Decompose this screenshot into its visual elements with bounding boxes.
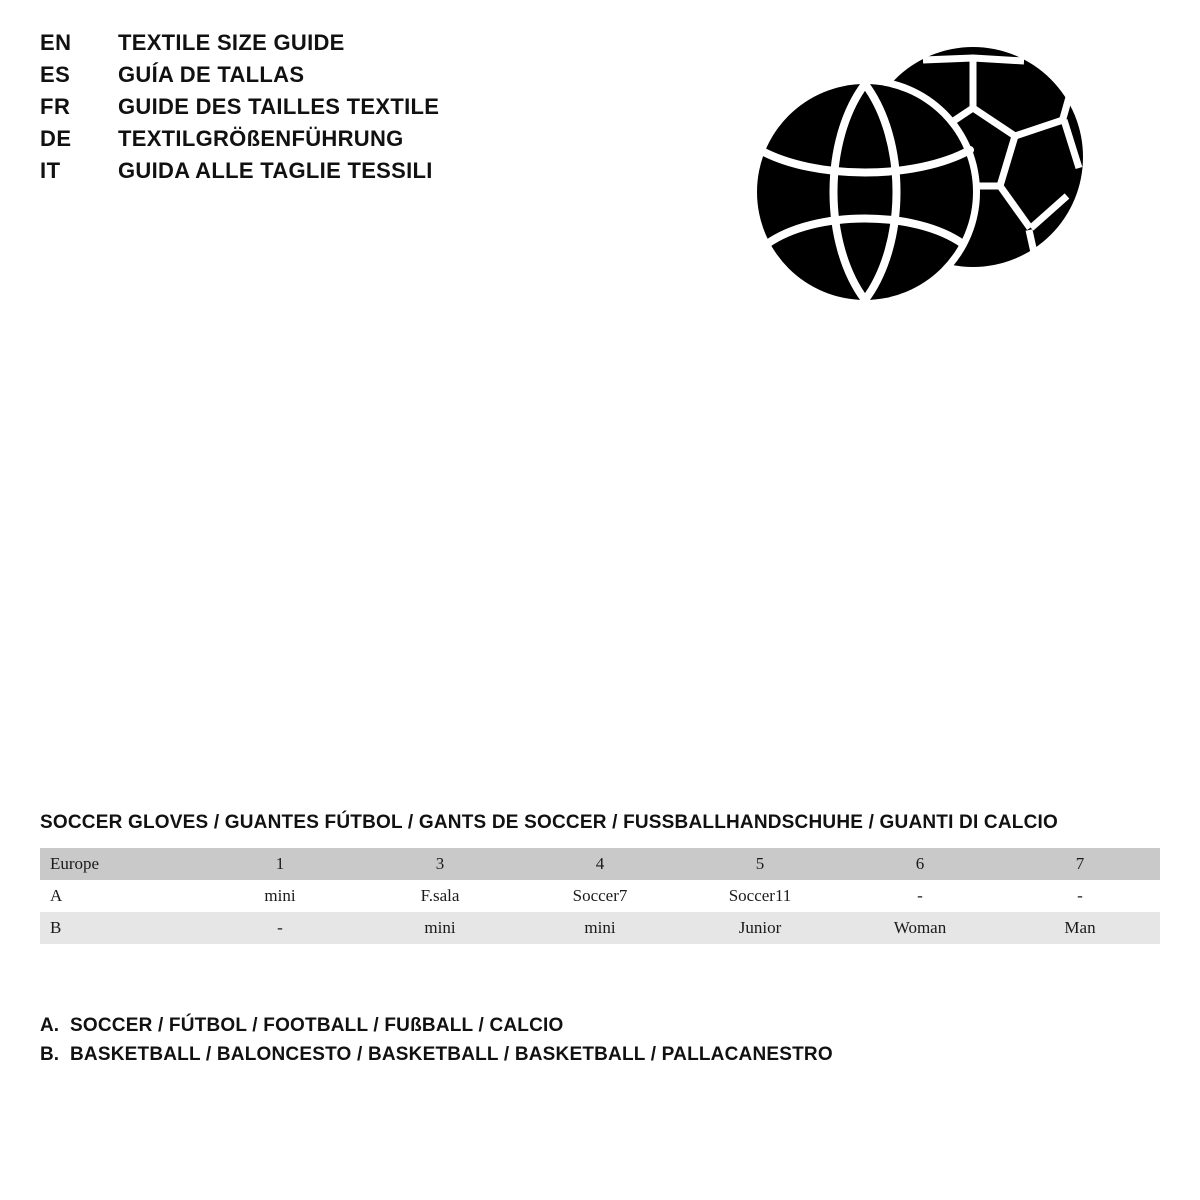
language-row — [40, 94, 660, 126]
table-cell: - — [200, 912, 360, 944]
language-title: GUIDE DES TAILLES TEXTILE — [118, 94, 440, 119]
table-cell: Junior — [680, 912, 840, 944]
language-title: TEXTILE SIZE GUIDE — [118, 30, 345, 55]
language-title-block — [40, 30, 660, 190]
table-cell: mini — [360, 912, 520, 944]
table-header-cell: 4 — [520, 848, 680, 880]
table-cell: mini — [200, 880, 360, 912]
language-code: ES — [40, 62, 71, 87]
language-code: FR — [40, 94, 71, 119]
table-cell: mini — [520, 912, 680, 944]
table-cell: Soccer7 — [520, 880, 680, 912]
table-header-cell: 5 — [680, 848, 840, 880]
table-cell: Man — [1000, 912, 1160, 944]
table-header-cell: 1 — [200, 848, 360, 880]
balls-illustration — [715, 40, 1115, 330]
language-code: IT — [40, 158, 61, 183]
table-cell: Soccer11 — [680, 880, 840, 912]
table-cell: F.sala — [360, 880, 520, 912]
legend-row — [40, 1044, 1040, 1073]
language-title: GUÍA DE TALLAS — [118, 62, 305, 87]
language-row — [40, 126, 660, 158]
language-row — [40, 62, 660, 94]
language-code: EN — [40, 30, 72, 55]
table-row-label: B — [40, 912, 200, 944]
basketball-icon — [750, 77, 980, 307]
legend-text: SOCCER / FÚTBOL / FOOTBALL / FUßBALL / CALCIO — [70, 1015, 564, 1036]
legend-key: B. — [40, 1044, 59, 1065]
table-header-cell: Europe — [40, 848, 200, 880]
language-row — [40, 30, 660, 62]
language-title: GUIDA ALLE TAGLIE TESSILI — [118, 158, 433, 183]
table-row — [40, 912, 1160, 944]
legend-key: A. — [40, 1015, 59, 1036]
table-header-cell: 7 — [1000, 848, 1160, 880]
language-code: DE — [40, 126, 72, 151]
size-table-section — [40, 812, 1160, 944]
legend-text: BASKETBALL / BALONCESTO / BASKETBALL / BASKETBALL / PALLACANESTRO — [70, 1044, 833, 1065]
table-header-row — [40, 848, 1160, 880]
table-cell: - — [1000, 880, 1160, 912]
size-table — [40, 848, 1160, 944]
table-cell: Woman — [840, 912, 1000, 944]
table-title: SOCCER GLOVES / GUANTES FÚTBOL / GANTS DE SOCCER / FUSSBALLHANDSCHUHE / GUANTI DI CALCIO — [40, 812, 1058, 833]
table-header-cell: 6 — [840, 848, 1000, 880]
language-row — [40, 158, 660, 190]
table-row-label: A — [40, 880, 200, 912]
table-cell: - — [840, 880, 1000, 912]
table-row — [40, 880, 1160, 912]
legend-block — [40, 1015, 1040, 1073]
language-title: TEXTILGRÖßENFÜHRUNG — [118, 126, 404, 151]
legend-row — [40, 1015, 1040, 1044]
table-header-cell: 3 — [360, 848, 520, 880]
